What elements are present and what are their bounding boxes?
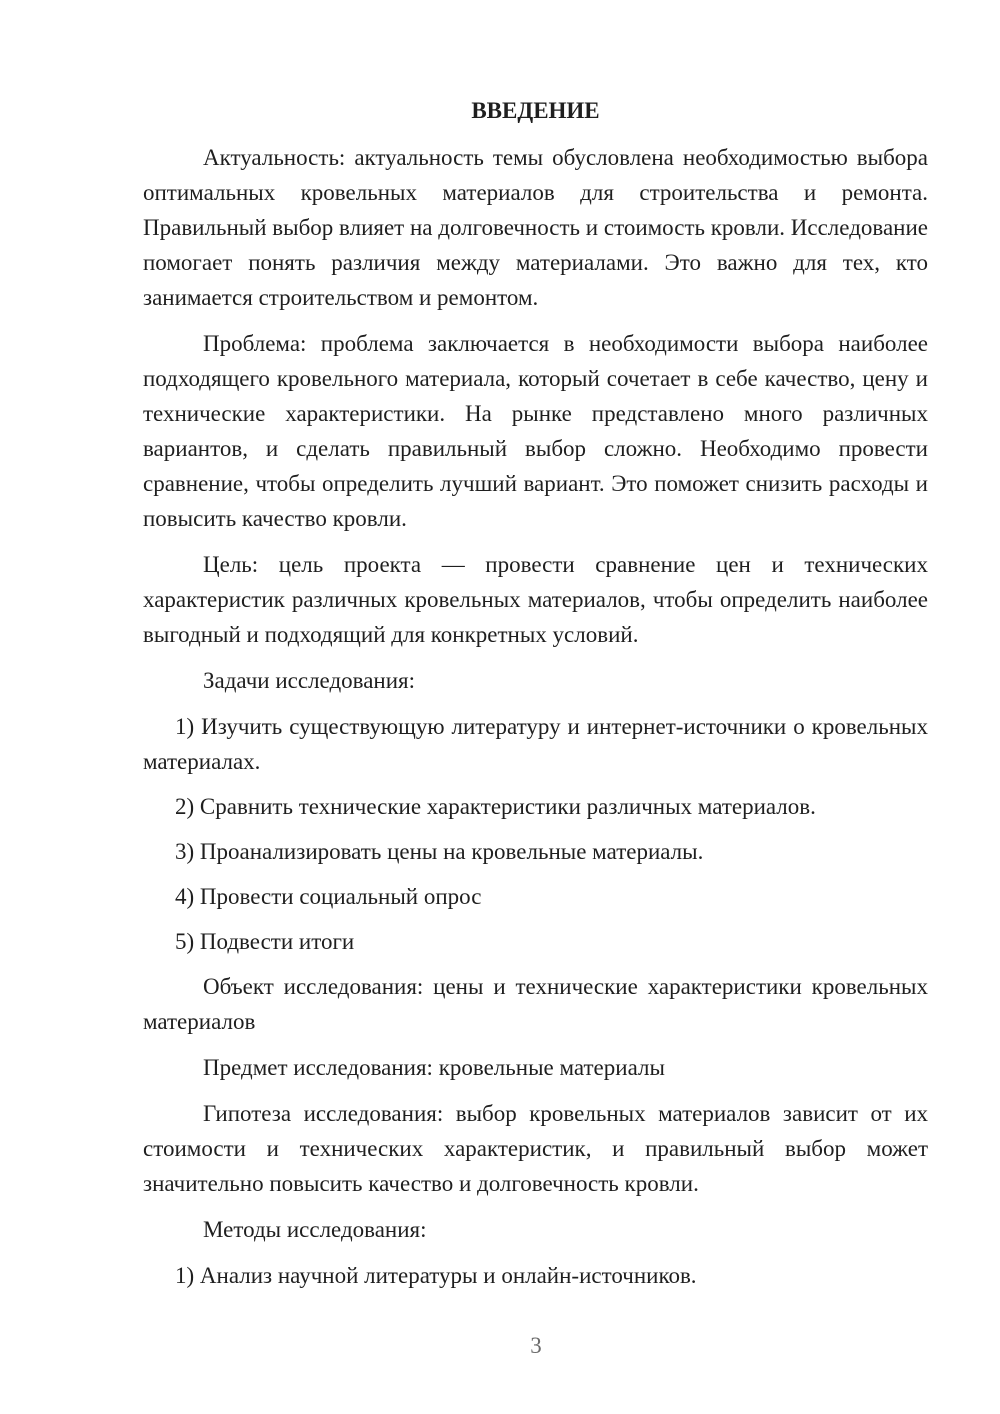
task-item-4: 4) Провести социальный опрос: [175, 884, 482, 909]
paragraph-hypothesis: Гипотеза исследования: выбор кровельных материалов зависит от их стоимости и технических характеристик, и правильный выбор может значительно повысить качество и долговечность кровли.: [143, 1101, 928, 1196]
paragraph-object: Объект исследования: цены и технические характеристики кровельных материалов: [143, 974, 928, 1034]
task-item-1: 1) Изучить существующую литературу и интернет-источники о кровельных материалах.: [143, 714, 928, 774]
section-heading: ВВЕДЕНИЕ: [471, 98, 600, 123]
task-item-3: 3) Проанализировать цены на кровельные материалы.: [175, 839, 704, 864]
paragraph-relevance: Актуальность: актуальность темы обусловлена необходимостью выбора оптимальных кровельных материалов для строительства и ремонта. Правильный выбор влияет на долговечность и стоимость кровли. Исследование помогает понять различия между материалами. Это важно для тех, кто занимается строительством и ремонтом.: [143, 145, 928, 310]
task-item-5: 5) Подвести итоги: [175, 929, 355, 954]
page-number: 3: [530, 1333, 542, 1358]
paragraph-problem: Проблема: проблема заключается в необходимости выбора наиболее подходящего кровельного материала, который сочетает в себе качество, цену и технические характеристики. На рынке представлено много различных вариантов, и сделать правильный выбор сложно. Необходимо провести сравнение, чтобы определить лучший вариант. Это поможет снизить расходы и повысить качество кровли.: [143, 331, 928, 531]
paragraph-tasks-heading: Задачи исследования:: [203, 668, 416, 693]
paragraph-goal: Цель: цель проекта — провести сравнение цен и технических характеристик различных кровельных материалов, чтобы определить наиболее выгодный и подходящий для конкретных условий.: [143, 552, 928, 647]
paragraph-subject: Предмет исследования: кровельные материалы: [203, 1055, 665, 1080]
task-item-2: 2) Сравнить технические характеристики различных материалов.: [175, 794, 816, 819]
page-content: [143, 93, 928, 1303]
method-item-1: 1) Анализ научной литературы и онлайн-источников.: [175, 1263, 697, 1288]
paragraph-methods-heading: Методы исследования:: [203, 1217, 427, 1242]
